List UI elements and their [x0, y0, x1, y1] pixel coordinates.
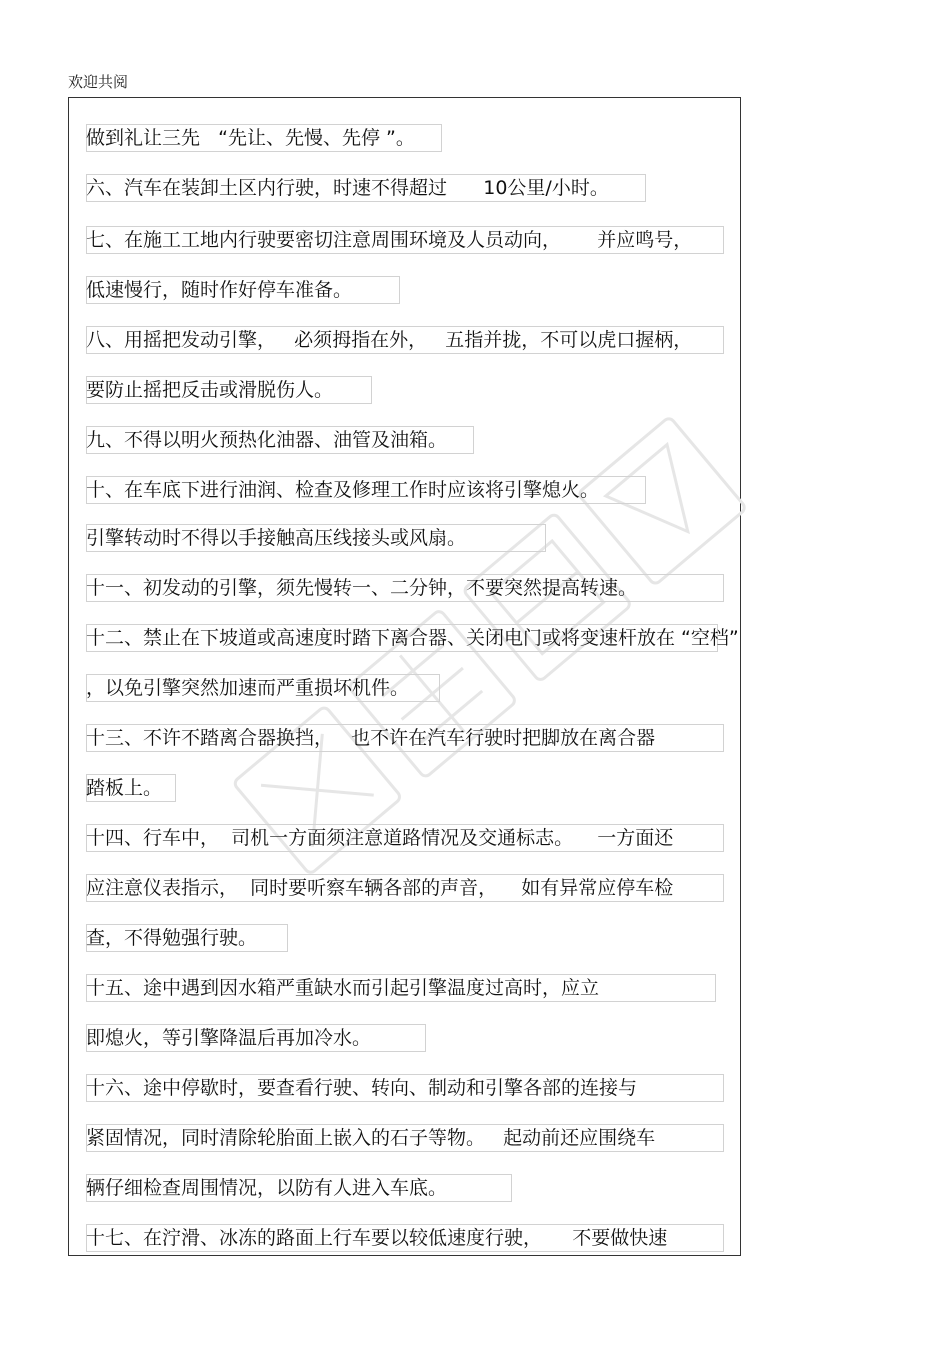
text-line — [86, 974, 599, 1002]
text-line — [86, 774, 162, 802]
text-line — [86, 1174, 447, 1202]
text-line-content: 十七、在泞滑、冰冻的路面上行车要以较低速度行驶， 不要做快速 — [86, 1227, 668, 1249]
text-line — [86, 924, 257, 952]
text-line-content: 七、在施工工地内行驶要密切注意周围环境及人员动向， 并应鸣号， — [86, 229, 693, 251]
text-line-content: 辆仔细检查周围情况，以防有人进入车底。 — [86, 1177, 448, 1199]
text-line — [86, 824, 673, 852]
text-line-content: 应注意仪表指示， 同时要听察车辆各部的声音， 如有异常应停车检 — [86, 877, 674, 899]
text-line-content: ，以免引擎突然加速而严重损坏机件。 — [86, 677, 410, 699]
text-line — [86, 1024, 371, 1052]
text-line — [86, 476, 599, 504]
text-line — [86, 1074, 637, 1102]
text-line-content: 九、不得以明火预热化油器、油管及油箱。 — [86, 429, 448, 451]
text-line — [86, 724, 655, 752]
text-line — [86, 276, 352, 304]
text-line-content: 低速慢行，随时作好停车准备。 — [86, 279, 353, 301]
text-line-content: 八、用摇把发动引擎， 必须拇指在外， 五指并拢，不可以虎口握柄， — [86, 329, 693, 351]
text-line — [86, 226, 692, 254]
text-line — [86, 1224, 667, 1252]
text-line — [86, 624, 739, 652]
text-line — [86, 874, 673, 902]
text-line-content: 十二、禁止在下坡道或高速度时踏下离合器、关闭电门或将变速杆放在 “空档” — [86, 627, 739, 649]
text-line-content: 六、汽车在装卸土区内行驶，时速不得超过 10公里/小时。 — [86, 177, 609, 199]
text-line — [86, 326, 692, 354]
text-line — [86, 376, 333, 404]
text-line — [86, 174, 609, 202]
text-line — [86, 524, 466, 552]
text-line-content: 引擎转动时不得以手接触高压线接头或风扇。 — [86, 527, 467, 549]
text-line-content: 十、在车底下进行油润、检查及修理工作时应该将引擎熄火。 — [86, 479, 600, 501]
page-header: 欢迎共阅 — [68, 73, 129, 91]
text-line — [86, 426, 447, 454]
text-line-content: 十一、初发动的引擎，须先慢转一、二分钟，不要突然提高转速。 — [86, 577, 638, 599]
text-line — [86, 674, 409, 702]
text-line — [86, 574, 637, 602]
text-line-content: 即熄火，等引擎降温后再加冷水。 — [86, 1027, 372, 1049]
text-line — [86, 124, 415, 152]
text-line — [86, 1124, 655, 1152]
text-line-content: 要防止摇把反击或滑脱伤人。 — [86, 379, 334, 401]
text-line-content: 查，不得勉强行驶。 — [86, 927, 258, 949]
text-line-content: 十三、不许不踏离合器换挡， 也不许在汽车行驶时把脚放在离合器 — [86, 727, 656, 749]
text-line-content: 紧固情况，同时清除轮胎面上嵌入的石子等物。 起动前还应围绕车 — [86, 1127, 656, 1149]
text-line-content: 十六、途中停歇时，要查看行驶、转向、制动和引擎各部的连接与 — [86, 1077, 638, 1099]
text-line-content: 踏板上。 — [86, 777, 163, 799]
text-line-content: 十五、途中遇到因水箱严重缺水而引起引擎温度过高时，应立 — [86, 977, 600, 999]
text-line-content: 十四、行车中， 司机一方面须注意道路情况及交通标志。 一方面还 — [86, 827, 674, 849]
text-line-content: 做到礼让三先 “先让、先慢、先停 ”。 — [86, 127, 415, 149]
